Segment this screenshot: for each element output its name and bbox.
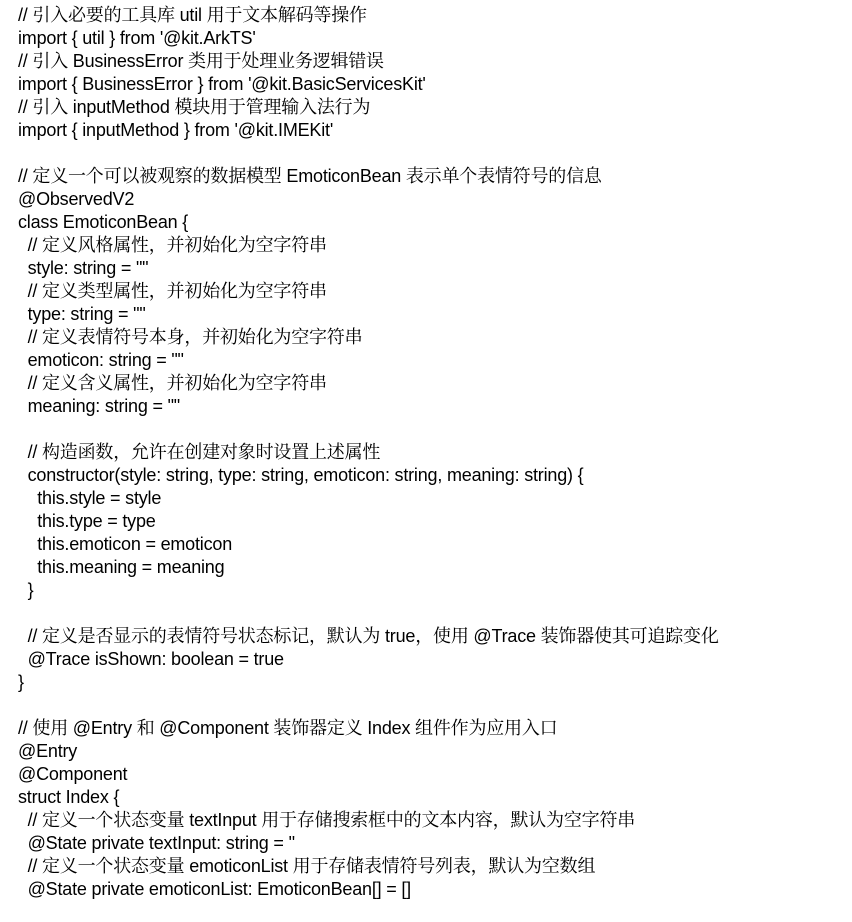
code-line: constructor(style: string, type: string, emoticon: string, meaning: string) { <box>18 465 584 485</box>
code-line: this.meaning = meaning <box>18 557 225 577</box>
code-line: // 定义是否显示的表情符号状态标记，默认为 true，使用 @Trace 装饰器使其可追踪变化 <box>18 626 719 646</box>
code-line: import { util } from '@kit.ArkTS' <box>18 28 256 48</box>
code-line: // 定义表情符号本身，并初始化为空字符串 <box>18 327 363 347</box>
code-line: // 使用 @Entry 和 @Component 装饰器定义 Index 组件作为应用入口 <box>18 718 558 738</box>
code-line <box>18 694 719 717</box>
code-line: this.style = style <box>18 488 162 508</box>
code-line: type: string = "" <box>18 304 146 324</box>
code-line <box>18 602 719 625</box>
code-line: // 定义含义属性，并初始化为空字符串 <box>18 373 327 393</box>
code-line: // 引入必要的工具库 util 用于文本解码等操作 <box>18 5 367 25</box>
code-line: // 定义一个可以被观察的数据模型 EmoticonBean 表示单个表情符号的信息 <box>18 166 602 186</box>
code-line <box>18 418 719 441</box>
code-line: // 定义一个状态变量 textInput 用于存储搜索框中的文本内容，默认为空字符串 <box>18 810 636 830</box>
code-line <box>18 142 719 165</box>
code-line: style: string = "" <box>18 258 149 278</box>
code-line: // 定义类型属性，并初始化为空字符串 <box>18 281 327 301</box>
code-line: @Trace isShown: boolean = true <box>18 649 284 669</box>
code-line: @Component <box>18 764 128 784</box>
code-line: // 引入 inputMethod 模块用于管理输入法行为 <box>18 97 371 117</box>
code-line: class EmoticonBean { <box>18 212 189 232</box>
code-line: // 引入 BusinessError 类用于处理业务逻辑错误 <box>18 51 384 71</box>
code-line: @Entry <box>18 741 78 761</box>
code-line: this.emoticon = emoticon <box>18 534 233 554</box>
code-line: @State private emoticonList: EmoticonBean[] = [] <box>18 879 411 899</box>
code-line: struct Index { <box>18 787 120 807</box>
code-line: } <box>18 580 34 600</box>
code-line: @State private textInput: string = '' <box>18 833 295 853</box>
code-line: } <box>18 672 24 692</box>
code-line: meaning: string = "" <box>18 396 180 416</box>
code-line: emoticon: string = "" <box>18 350 184 370</box>
code-line: // 定义风格属性，并初始化为空字符串 <box>18 235 327 255</box>
code-line: this.type = type <box>18 511 156 531</box>
code-line: import { BusinessError } from '@kit.BasicServicesKit' <box>18 74 426 94</box>
code-line: // 构造函数，允许在创建对象时设置上述属性 <box>18 442 381 462</box>
code-line: // 定义一个状态变量 emoticonList 用于存储表情符号列表，默认为空数组 <box>18 856 596 876</box>
code-line: import { inputMethod } from '@kit.IMEKit' <box>18 120 334 140</box>
code-line: @ObservedV2 <box>18 189 135 209</box>
code-listing <box>18 4 719 901</box>
